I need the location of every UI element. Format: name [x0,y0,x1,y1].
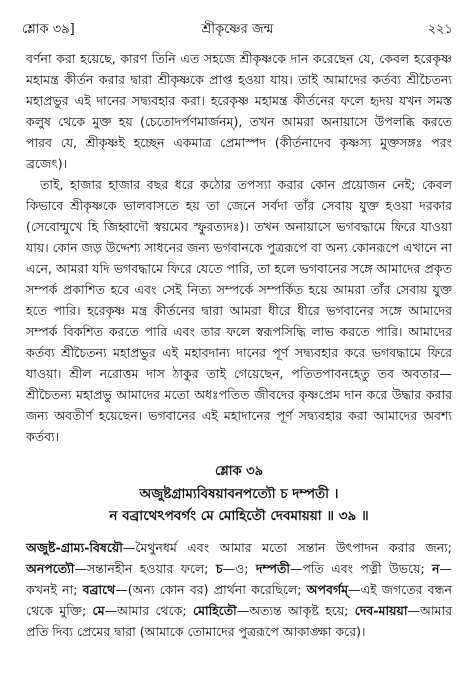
verse-line-1: অজুষ্টগ্রাম্যবিষয়াবনপত্যৌ চ দম্পতী । [139,486,339,502]
synonym-term: দেব-মায়য়া [354,603,408,618]
synonyms-paragraph [26,537,452,642]
synonym-meaning: —আমার প্রতি দিব্য প্রেমের দ্বারা (আমাকে তোমাদের পুত্ররূপে আকাঙ্ক্ষা করে)। [26,603,452,639]
synonym-meaning: —সন্তানহীন হওয়ার ফলে; [74,561,216,576]
synonym-meaning: —ও; [222,561,256,576]
synonym-meaning: —অত্যন্ত আকৃষ্ট হয়ে; [236,603,355,618]
synonym-term: ন [432,561,440,576]
chapter-title: শ্রীকৃষ্ণের জন্ম [201,22,274,37]
page-number: ২২১ [427,22,453,37]
synonym-term: অজুষ্ট-গ্রাম্য-বিষয়ৌ [26,540,123,555]
verse-reference: শ্লোক ৩৯] [22,22,75,37]
synonym-meaning: —মৈথুনধর্ম এবং আমার মতো সন্তান উৎপাদন করার জন্য; [122,540,452,555]
page-header [22,20,453,42]
synonym-term: বব্রাথে [82,582,116,597]
verse-block [26,461,452,527]
synonym-term: অপবর্গম্ [306,582,349,597]
synonym-term: চ [215,561,223,576]
synonym-term: অনপত্যৌ [26,561,75,576]
synonym-term: মোহিতৌ [192,603,237,618]
synonym-meaning: —(অন্য কোন বর) প্রার্থনা করেছিলে; [115,582,307,597]
synonym-meaning: —আমার থেকে; [104,603,193,618]
purport-paragraph-1: বর্ণনা করা হয়েছে, কারণ তিনি এত সহজে শ্রীকৃষ্ণকে দান করেছেন যে, কেবল হরেকৃষ্ণ মহামন্ত্র কীর্তন করার দ্বারা শ্রীকৃষ্ণকে প্রাপ্ত হওয়া যায়। তাই আমাদের কর্তব্য শ্রীচৈতন্য মহাপ্রভুর এই দানের সদ্ব্যবহার করা। হরেকৃষ্ণ মহামন্ত্র কীর্তনের ফলে হৃদয় যখন সমস্ত কলুষ থেকে মুক্ত হয় (চেতোদর্পণমার্জনম্), তখন আমরা অনায়াসে উপলব্ধি করতে পারব যে, শ্রীকৃষ্ণই হচ্ছেন একমাত্র প্রেমাস্পদ (কীর্তনাদেব কৃষ্ণস্য মুক্তসঙ্গঃ পরং ব্রজেৎ)। [26,51,452,171]
synonym-meaning: —কখনই না; [26,561,452,597]
synonym-term: মে [92,603,105,618]
page-body [26,48,452,642]
synonym-term: দম্পতী [255,561,290,576]
synonym-meaning: —পতি এবং পত্নী উভয়ে; [289,561,433,576]
purport-paragraph-2: তাই, হাজার হাজার বছর ধরে কঠোর তপস্যা করার কোন প্রয়োজন নেই; কেবল কিভাবে শ্রীকৃষ্ণকে ভালবাসতে হয় তা জেনে সর্বদা তাঁর সেবায় যুক্ত হওয়া দরকার (সেবোন্মুখে হি জিহ্বাদৌ স্বয়মেব স্ফুরত্যদঃ)। তখন অনায়াসে ভগবদ্ধামে ফিরে যাওয়া যায়। কোন জড় উদ্দেশ্য সাধনের জন্য ভগবানকে পুত্ররূপে বা অন্য কোনরূপে এখানে না এনে, আমরা যদি ভগবদ্ধামে ফিরে যেতে পারি, তা হলে ভগবানের সঙ্গে আমাদের প্রকৃত সম্পর্ক প্রকাশিত হবে এবং সেই নিত্য সম্পর্কে সম্পর্কিত হয়ে আমরা তাঁর সেবায় যুক্ত হতে পারি। হরেকৃষ্ণ মন্ত্র কীর্তনের দ্বারা আমরা ধীরে ধীরে ভগবানের সঙ্গে আমাদের সম্পর্ক বিকশিত করতে পারি এবং তার ফলে স্বরূপসিদ্ধি লাভ করতে পারি। আমাদের কর্তব্য শ্রীচৈতন্য মহাপ্রভুর এই মহাবদান্য দানের পূর্ণ সদ্ব্যবহার করে ভগবদ্ধামে ফিরে যাওয়া। শ্রীল নরোত্তম দাস ঠাকুর তাই গেয়েছেন, পতিতপাবনহেতু তব অবতার—শ্রীচৈতন্য মহাপ্রভু আমাদের মতো অধঃপতিত জীবদের কৃষ্ণপ্রেম দান করে উদ্ধার করার জন্য অবতীর্ণ হয়েছেন। ভগবানের এই মহাদানের পূর্ণ সদ্ব্যবহার করা আমাদের অবশ্য কর্তব্য। [26,177,452,444]
synonym-meaning: —এই জগতের বন্ধন থেকে মুক্তি; [26,582,452,618]
verse-line-2: ন বব্রাথেঽপবর্গং মে মোহিতৌ দেবমায়য়া ॥ ৩৯ ॥ [109,508,369,524]
verse-label: শ্লোক ৩৯ [214,464,264,479]
